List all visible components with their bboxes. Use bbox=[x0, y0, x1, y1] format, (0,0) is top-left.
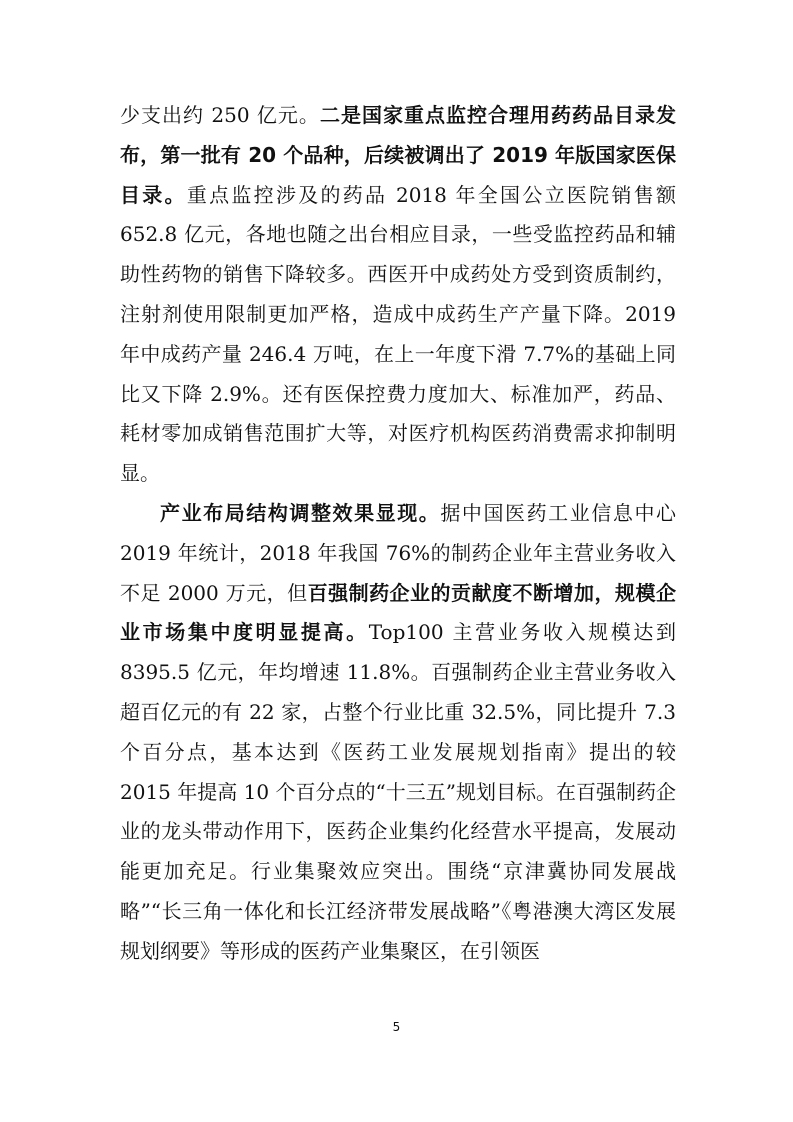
bold-text-run: 产业布局结构调整效果显现。 bbox=[160, 500, 441, 525]
body-text bbox=[120, 96, 676, 972]
page-number: 5 bbox=[392, 1020, 401, 1034]
text-run: Top100 主营业务收入规模达到 8395.5 亿元，年均增速 11.8%。百强制药企业主营业务收入超百亿元的有 22 家，占整个行业比重 32.5%，同比提升 7.3 个百分点，基本达到《医药工业发展规划指南》提出的较 2015 年提高 10 个百分点的“十三五”规划目标。在百强制药企业的龙头带动作用下，医药企业集约化经营水平提高，发展动能更加充足。行业集聚效应突出。围绕“京津冀协同发展战略”“长三角一体化和长江经济带发展战略”《粤港澳大湾区发展规划纲要》等形成的医药产业集聚区，在引领医 bbox=[120, 620, 677, 963]
paragraph-1 bbox=[120, 96, 676, 494]
paragraph-2 bbox=[120, 494, 676, 972]
bold-text-run: 二是国家重点监控合理用药药品目录发布，第一批有 20 个品种，后续被调出了 2019 年版国家医保目录。 bbox=[120, 103, 677, 207]
text-run: 重点监控涉及的药品 2018 年全国公立医院销售额 652.8 亿元，各地也随之出台相应目录，一些受监控药品和辅助性药物的销售下降较多。西医开中成药处方受到资质制约，注射剂使用限制更加严格，造成中成药生产产量下降。2019 年中成药产量 246.4 万吨，在上一年度下滑 7.7%的基础上同比又下降 2.9%。还有医保控费力度加大、标准加严，药品、耗材零加成销售范围扩大等，对医疗机构医药消费需求抑制明显。 bbox=[120, 182, 677, 486]
text-run: 据中国医药工业信息中心 2019 年统计，2018 年我国 76%的制药企业年主营业务收入不足 2000 万元，但 bbox=[120, 500, 677, 605]
text-run: 少支出约 250 亿元。 bbox=[120, 103, 320, 127]
bold-text-run: 百强制药企业的贡献度不断增加，规模企业市场集中度明显提高。 bbox=[120, 580, 676, 645]
